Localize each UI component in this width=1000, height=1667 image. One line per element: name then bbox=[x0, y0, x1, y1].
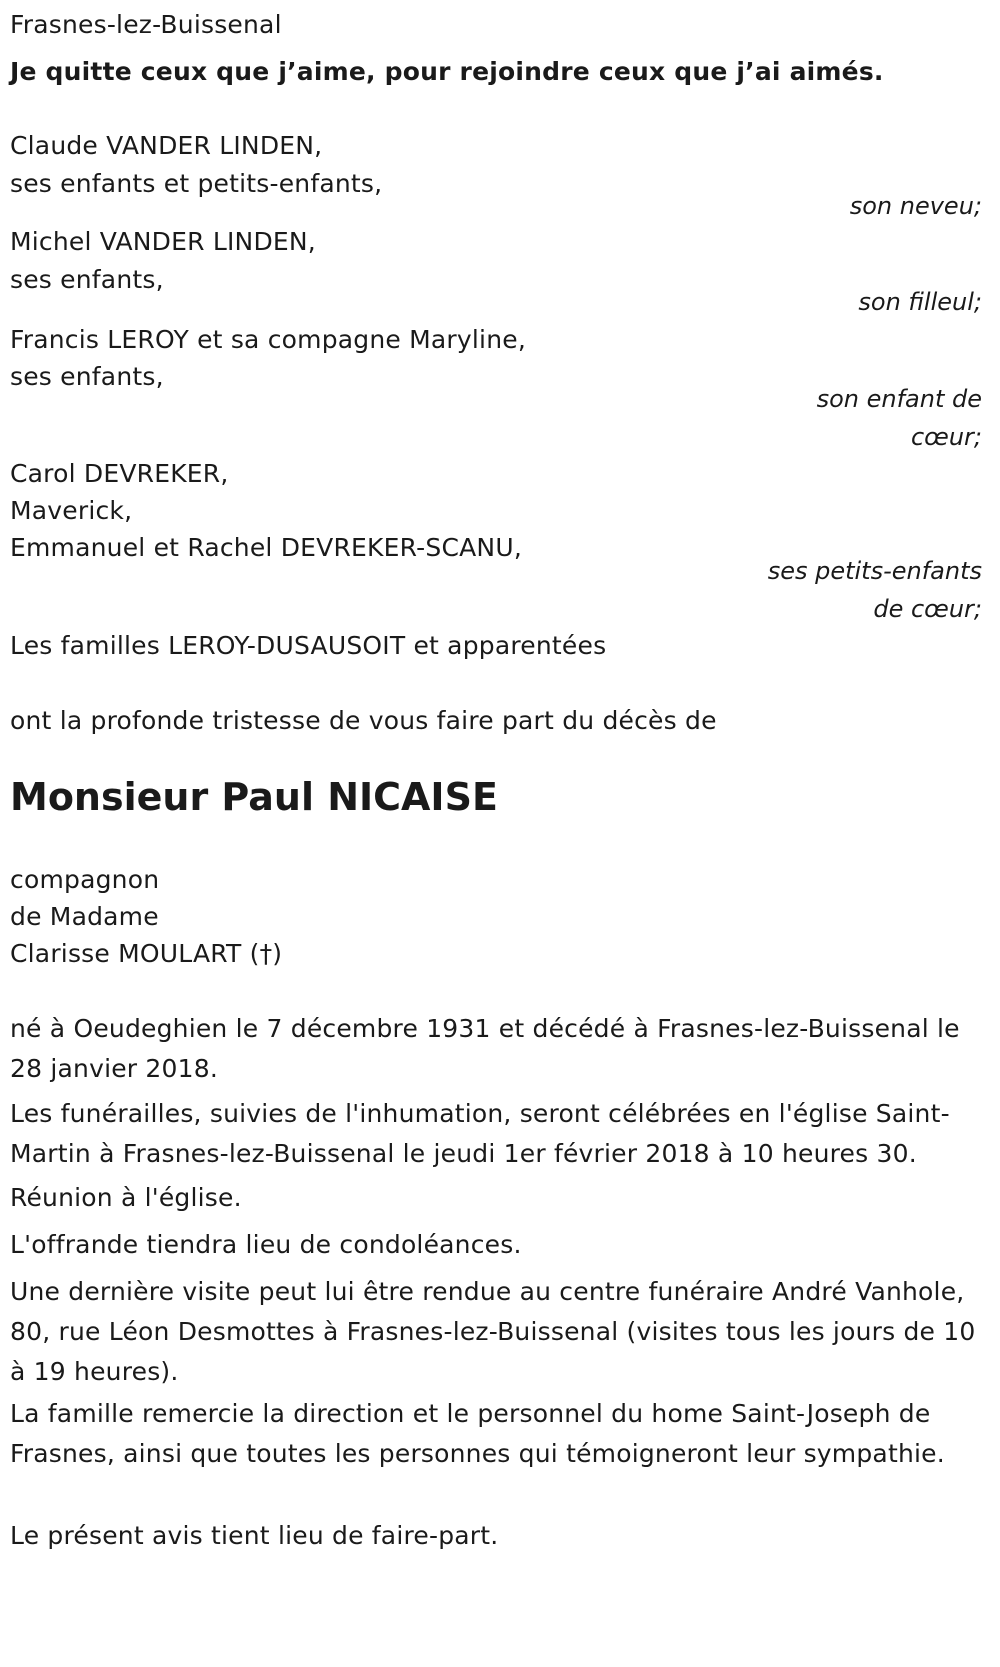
companion-line-1: compagnon bbox=[10, 865, 160, 894]
family-4-detail: Maverick, bbox=[10, 496, 133, 525]
closing-paragraph: Le présent avis tient lieu de faire-part. bbox=[10, 1521, 499, 1550]
family-3-detail: ses enfants, bbox=[10, 362, 164, 391]
family-2-detail: ses enfants, bbox=[10, 265, 164, 294]
obituary-notice bbox=[10, 0, 990, 1667]
birth-death-paragraph: né à Oeudeghien le 7 décembre 1931 et décédé à Frasnes-lez-Buissenal le 28 janvier 2018. bbox=[10, 1014, 960, 1083]
meeting-paragraph: Réunion à l'église. bbox=[10, 1183, 242, 1212]
companion-line-3: Clarisse MOULART (†) bbox=[10, 939, 283, 968]
thanks-paragraph: La famille remercie la direction et le personnel du home Saint-Joseph de Frasnes, ainsi que toutes les personnes qui témoigneront leur sympathie. bbox=[10, 1399, 945, 1468]
family-3-name: Francis LEROY et sa compagne Maryline, bbox=[10, 325, 526, 354]
families-line: Les familles LEROY-DUSAUSOIT et apparentées bbox=[10, 631, 607, 660]
family-1-relation: son neveu; bbox=[849, 192, 982, 220]
location-heading: Frasnes-lez-Buissenal bbox=[10, 10, 282, 39]
deceased-name: Monsieur Paul NICAISE bbox=[10, 775, 498, 819]
quote-line: Je quitte ceux que j’aime, pour rejoindre ceux que j’ai aimés. bbox=[10, 57, 884, 86]
announcement-line: ont la profonde tristesse de vous faire part du décès de bbox=[10, 706, 717, 735]
family-2-relation: son filleul; bbox=[858, 288, 982, 316]
family-4-relation-line1: ses petits-enfants bbox=[767, 557, 982, 585]
family-4-name: Carol DEVREKER, bbox=[10, 459, 229, 488]
family-1-detail: ses enfants et petits-enfants, bbox=[10, 169, 383, 198]
family-1-name: Claude VANDER LINDEN, bbox=[10, 131, 323, 160]
family-4-relation-line2: de cœur; bbox=[873, 595, 982, 623]
family-3-relation-line2: cœur; bbox=[910, 423, 982, 451]
funeral-paragraph: Les funérailles, suivies de l'inhumation, seront célébrées en l'église Saint-Martin à Frasnes-lez-Buissenal le jeudi 1er février 2018 à 10 heures 30. bbox=[10, 1099, 950, 1168]
companion-line-2: de Madame bbox=[10, 902, 159, 931]
family-4-detail-2: Emmanuel et Rachel DEVREKER-SCANU, bbox=[10, 533, 522, 562]
family-2-name: Michel VANDER LINDEN, bbox=[10, 227, 316, 256]
visit-paragraph: Une dernière visite peut lui être rendue au centre funéraire André Vanhole, 80, rue Léon Desmottes à Frasnes-lez-Buissenal (visites tous les jours de 10 à 19 heures). bbox=[10, 1277, 976, 1386]
family-3-relation-line1: son enfant de bbox=[816, 385, 982, 413]
offering-paragraph: L'offrande tiendra lieu de condoléances. bbox=[10, 1230, 522, 1259]
